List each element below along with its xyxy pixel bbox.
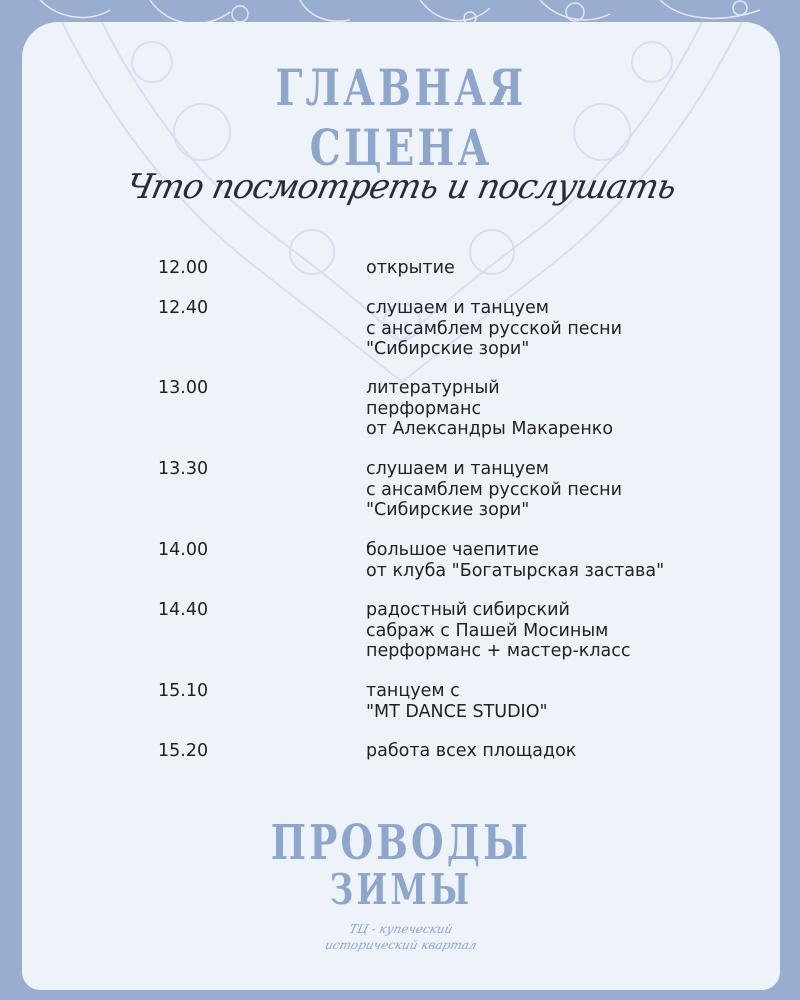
schedule-event: слушаем и танцуем с ансамблем русской песни "Сибирские зори"	[366, 298, 622, 359]
schedule-time: 12.40	[158, 298, 209, 318]
footer-logo-line2: ЗИМЫ	[329, 865, 473, 914]
schedule-time: 13.00	[158, 378, 209, 398]
schedule-time: 12.00	[158, 258, 209, 278]
schedule-time: 15.10	[158, 681, 209, 701]
schedule-event: танцуем с "MT DANCE STUDIO"	[366, 681, 548, 722]
schedule-event: большое чаепитие от клуба "Богатырская застава"	[366, 540, 665, 581]
footer-caption-line2: исторический квартал	[323, 938, 479, 952]
schedule-time: 13.30	[158, 459, 209, 479]
main-title-line2: СЦЕНА	[309, 118, 493, 177]
schedule-event: слушаем и танцуем с ансамблем русской песни "Сибирские зори"	[366, 459, 622, 520]
subtitle: Что посмотреть и послушать	[122, 167, 680, 207]
schedule-time: 15.20	[158, 741, 209, 761]
schedule-event: радостный сибирский сабраж с Пашей Мосиным перформанс + мастер-класс	[366, 600, 631, 661]
footer-caption-line1: ТЦ - купеческий	[347, 922, 455, 936]
main-title-line1: ГЛАВНАЯ	[275, 58, 527, 117]
schedule-event: открытие	[366, 258, 455, 278]
schedule-event: литературный перформанс от Александры Макаренко	[366, 378, 614, 439]
schedule-event: работа всех площадок	[366, 741, 577, 761]
poster-card	[22, 22, 780, 990]
footer-logo-line1: ПРОВОДЫ	[270, 815, 532, 871]
schedule-time: 14.00	[158, 540, 209, 560]
schedule-time: 14.40	[158, 600, 209, 620]
